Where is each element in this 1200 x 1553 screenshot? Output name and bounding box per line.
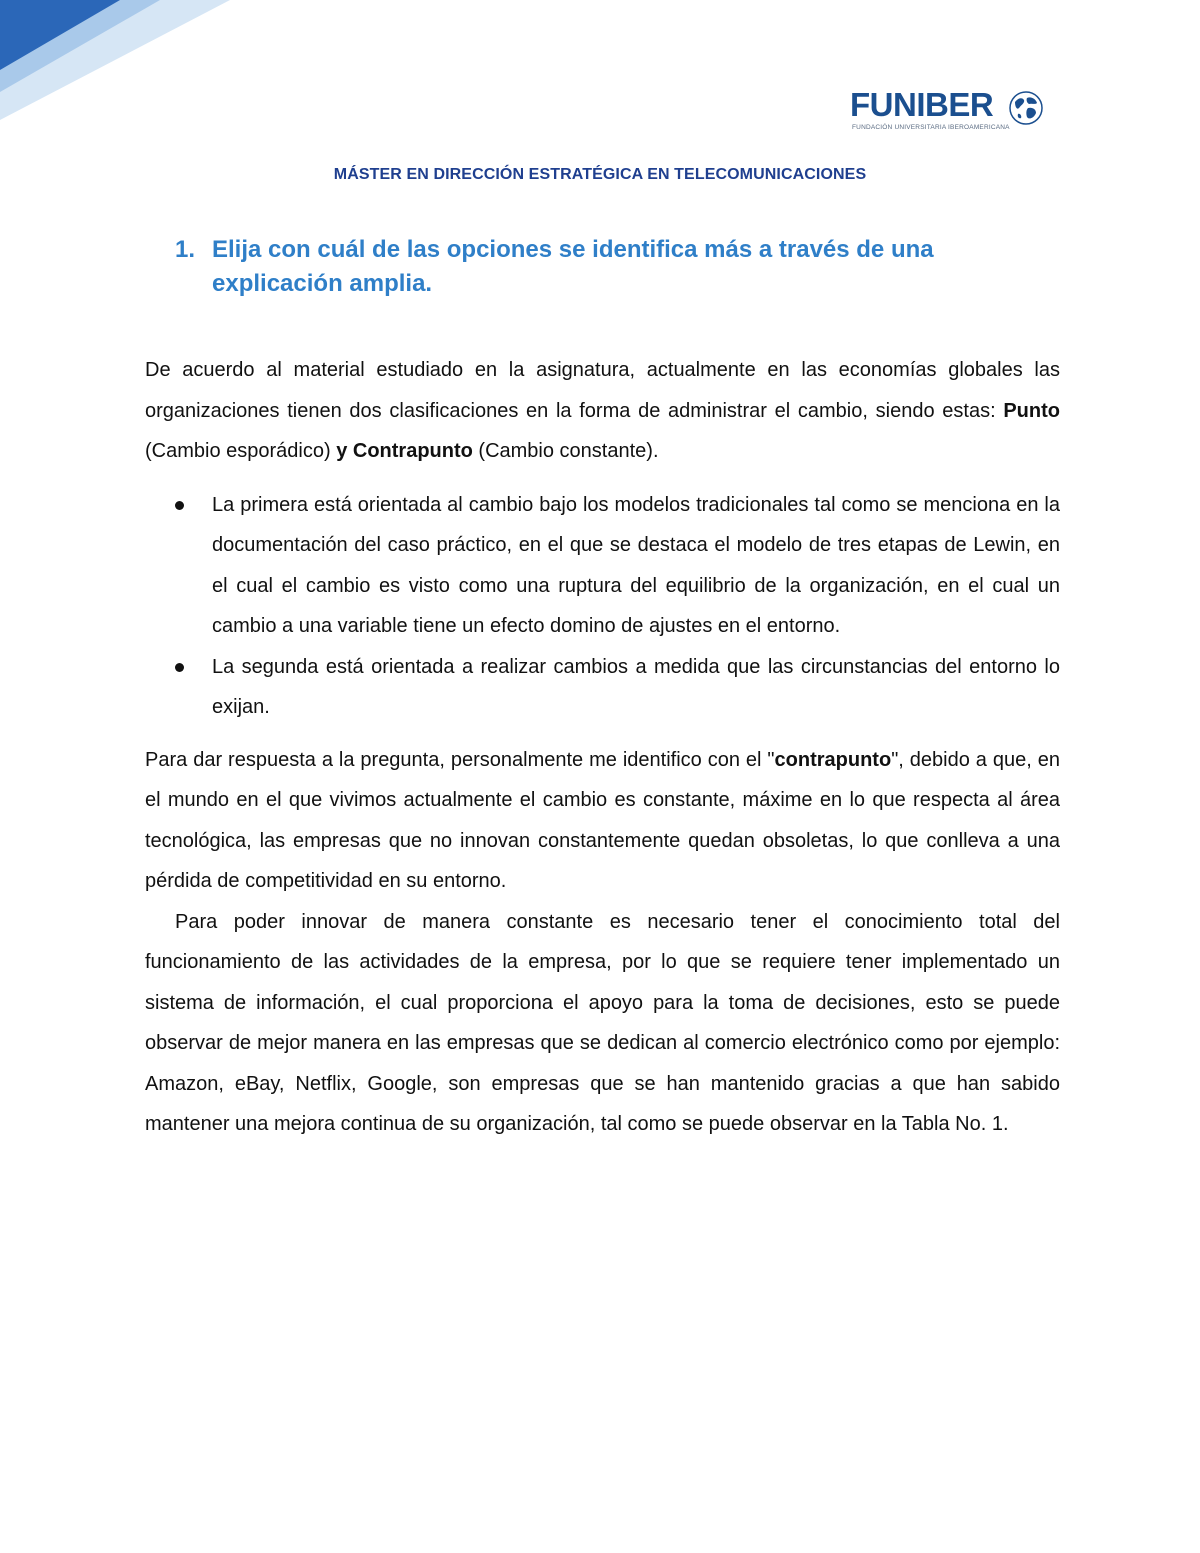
paragraph-answer-text-a: Para dar respuesta a la pregunta, personalmente me identifico con el " — [145, 748, 775, 771]
corner-shape-mid — [0, 0, 160, 92]
bold-punto: Punto — [1003, 399, 1060, 422]
paragraph-intro — [145, 350, 1060, 472]
bullet-item — [145, 485, 1060, 647]
master-title: MÁSTER EN DIRECCIÓN ESTRATÉGICA EN TELECOMUNICACIONES — [333, 166, 867, 183]
logo-wordmark: FUNIBER — [850, 86, 994, 123]
bullet-dot-icon — [175, 663, 184, 672]
bold-contrapunto: y Contrapunto — [336, 440, 473, 462]
bullet-item-text: La primera está orientada al cambio bajo los modelos tradicionales tal como se menciona en la documentación del caso práctico, en el que se destaca el modelo de tres etapas de Lewin, en el cual el cambio es visto como una ruptura del equilibrio de la organización, en el cual un cambio a una variable tiene un efecto domino de ajustes en el entorno. — [212, 493, 1060, 637]
bullet-item — [145, 647, 1060, 728]
question-number: 1. — [175, 236, 196, 263]
corner-decoration — [0, 0, 240, 130]
question-heading — [175, 233, 1055, 301]
paragraph-innovation: Para poder innovar de manera constante es necesario tener el conocimiento total del funcionamiento de las actividades de la empresa, por lo que se requiere tener implementado un sistema de información, el cual proporciona el apoyo para la toma de decisiones, esto se puede observar de mejor manera en las empresas que se dedican al comercio electrónico como por ejemplo: Amazon, eBay, Netflix, Google, son empresas que se han mantenido gracias a que han sabido mantener una mejora continua de su organización, tal como se puede observar en la Tabla No. 1. — [145, 910, 1060, 1135]
question-text: Elija con cuál de las opciones se identifica más a través de una explicación amplia. — [212, 236, 934, 297]
bullet-dot-icon — [175, 501, 184, 510]
document-body — [145, 350, 1060, 1145]
corner-shape-light — [0, 0, 230, 120]
paragraph-intro-text-a: De acuerdo al material estudiado en la asignatura, actualmente en las economías globales las organizaciones tienen dos clasificaciones en la forma de administrar el cambio, siendo estas: — [145, 359, 1060, 422]
paragraph-answer — [145, 740, 1060, 902]
logo-tagline: FUNDACIÓN UNIVERSITARIA IBEROAMERICANA — [852, 124, 1010, 131]
bullet-item-text: La segunda está orientada a realizar cambios a medida que las circunstancias del entorno lo exijan. — [212, 655, 1060, 718]
paragraph-answer-text-b: ", debido a que, en el mundo en el que vivimos actualmente el cambio es constante, máxime en lo que respecta al área tecnológica, las empresas que no innovan constantemente quedan obsoletas, lo que conlleva a una pérdida de competitividad en su entorno. — [145, 748, 1060, 892]
paragraph-intro-text-b: (Cambio esporádico) — [145, 440, 337, 462]
bullet-list — [145, 485, 1060, 728]
funiber-logo — [850, 88, 1050, 136]
corner-shape-dark — [0, 0, 120, 70]
paragraph-intro-text-c: (Cambio constante). — [472, 440, 659, 462]
globe-icon — [1008, 90, 1044, 126]
bold-contrapunto-answer: contrapunto — [774, 748, 892, 771]
